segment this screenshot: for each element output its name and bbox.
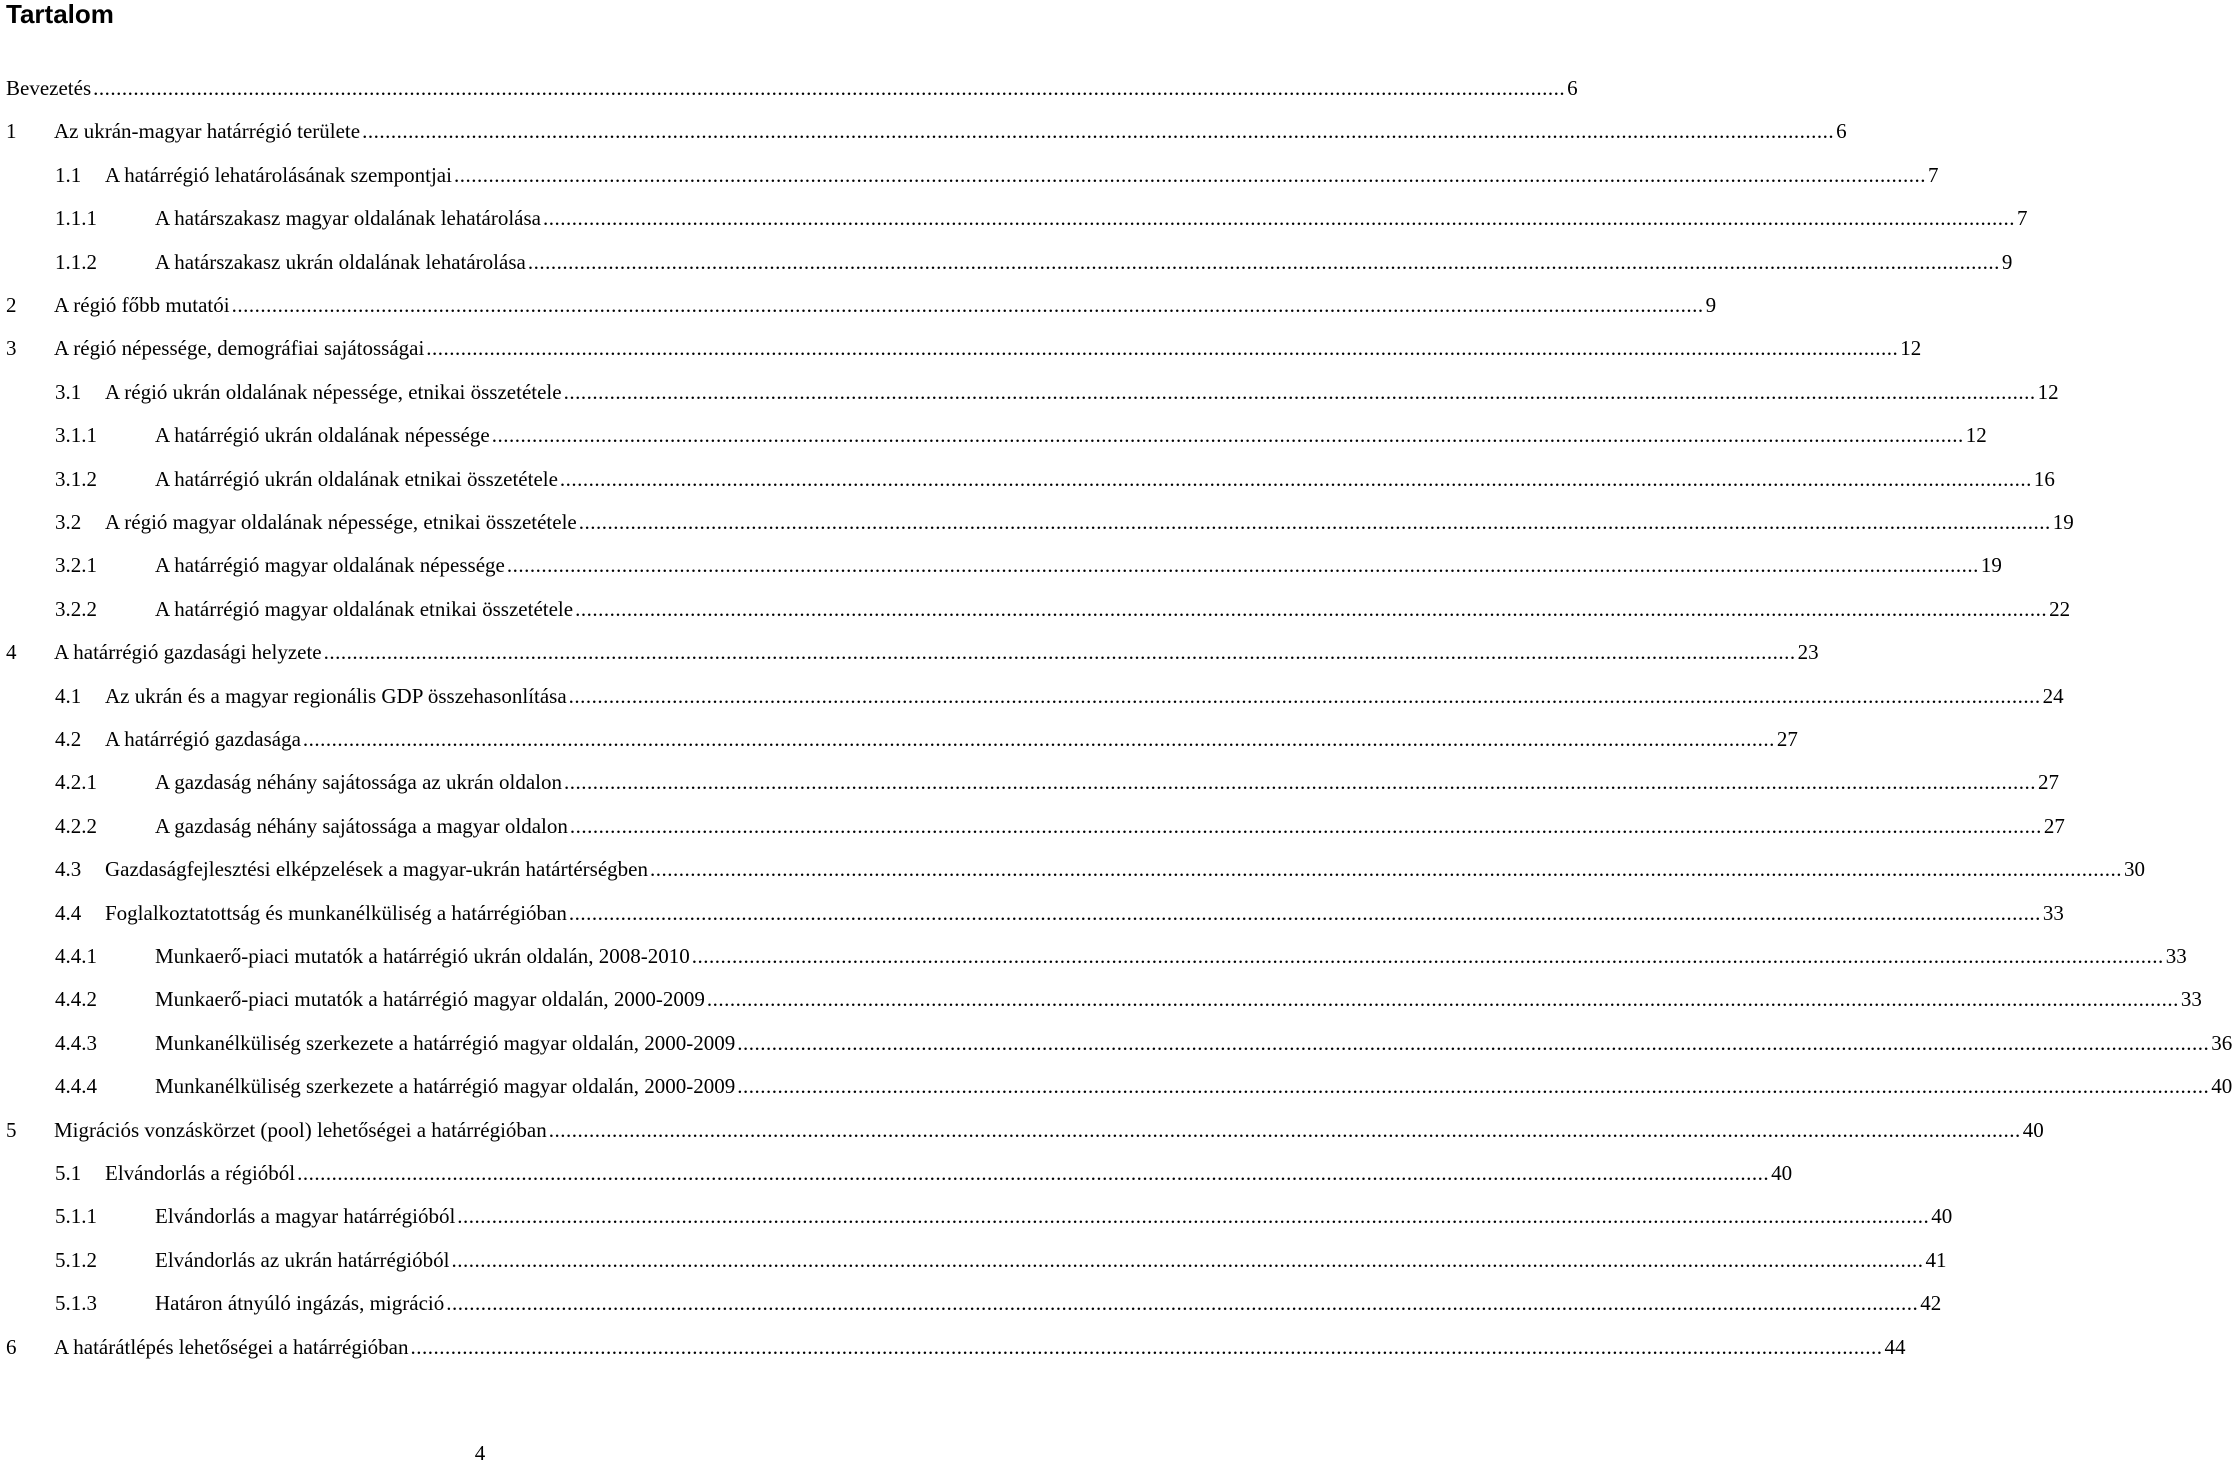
toc-entry[interactable] — [55, 724, 1798, 754]
dot-leader — [549, 1115, 2021, 1145]
toc-entry-title: A régió népessége, demográfiai sajátosságai — [54, 336, 425, 360]
toc-entry-title: A határrégió lehatárolásának szempontjai — [105, 163, 452, 187]
toc-entry[interactable] — [55, 811, 2065, 841]
toc-entry-number: 3.1.2 — [55, 467, 97, 491]
dot-leader — [579, 507, 2051, 537]
toc-entry-page: 33 — [2180, 987, 2202, 1011]
toc-entry[interactable] — [55, 377, 2059, 407]
toc-entry[interactable] — [55, 247, 2013, 277]
dot-leader — [297, 1158, 1769, 1188]
toc-entry-number: 6 — [6, 1335, 17, 1359]
toc-entry-number: 1 — [6, 119, 17, 143]
toc-entry-page: 7 — [1927, 163, 1939, 187]
dot-leader — [737, 1071, 2209, 1101]
toc-entry-title: A gazdaság néhány sajátossága a magyar oldalon — [155, 814, 568, 838]
toc-entry[interactable] — [55, 420, 1987, 450]
toc-entry-title: A határszakasz magyar oldalának lehatárolása — [155, 206, 541, 230]
toc-entry-number: 1.1.1 — [55, 206, 97, 230]
toc-entry-title: Munkaerő-piaci mutatók a határrégió magyar oldalán, 2000-2009 — [155, 987, 705, 1011]
toc-entry-number: 3.2.1 — [55, 553, 97, 577]
toc-entry-page: 40 — [1931, 1204, 1953, 1228]
toc-entry-title: Munkaerő-piaci mutatók a határrégió ukrán oldalán, 2008-2010 — [155, 944, 690, 968]
toc-entry-title: Foglalkoztatottság és munkanélküliség a határrégióban — [105, 901, 567, 925]
dot-leader — [451, 1245, 1923, 1275]
dot-leader — [232, 290, 1704, 320]
toc-entry-page: 23 — [1797, 640, 1819, 664]
toc-entry-title: A határrégió gazdasága — [105, 727, 301, 751]
toc-entry-number: 5.1.3 — [55, 1291, 97, 1315]
toc-entry[interactable] — [55, 160, 1939, 190]
toc-entry-page: 22 — [2049, 597, 2071, 621]
toc-entry[interactable] — [6, 116, 1847, 146]
dot-leader — [457, 1201, 1929, 1231]
dot-leader — [650, 854, 2122, 884]
toc-entry[interactable] — [55, 550, 2002, 580]
toc-entry-title: A régió főbb mutatói — [54, 293, 230, 317]
toc-entry-page: 27 — [1776, 727, 1798, 751]
toc-entry-number: 1.1 — [55, 163, 82, 187]
toc-entry-page: 30 — [2123, 857, 2145, 881]
toc-entry-page: 12 — [1900, 336, 1922, 360]
toc-entry-number: 3 — [6, 336, 17, 360]
toc-entry-title: Elvándorlás az ukrán határrégióból — [155, 1248, 450, 1272]
toc-entry-number: 4.4 — [55, 901, 82, 925]
toc-entry-page: 40 — [2211, 1074, 2232, 1098]
dot-leader — [692, 941, 2164, 971]
toc-entry-title: Migrációs vonzáskörzet (pool) lehetőségei a határrégióban — [54, 1118, 547, 1142]
toc-entry-page: 9 — [2001, 250, 2013, 274]
toc-entry-number: 5 — [6, 1118, 17, 1142]
dot-leader — [93, 73, 1565, 103]
toc-entry-number: 5.1.1 — [55, 1204, 97, 1228]
toc-entry-title: A határszakasz ukrán oldalának lehatárolása — [155, 250, 526, 274]
dot-leader — [543, 203, 2015, 233]
dot-leader — [564, 767, 2036, 797]
toc-entry-title: Az ukrán és a magyar regionális GDP összehasonlítása — [105, 684, 567, 708]
toc-entry-page: 7 — [2016, 206, 2028, 230]
dot-leader — [411, 1332, 1883, 1362]
toc-entry-page: 40 — [1771, 1161, 1793, 1185]
toc-entry[interactable] — [6, 290, 1717, 320]
toc-entry[interactable] — [55, 767, 2060, 797]
toc-entry[interactable] — [55, 984, 2202, 1014]
toc-entry-number: 3.1 — [55, 380, 82, 404]
dot-leader — [446, 1288, 1918, 1318]
page-title: Tartalom — [6, 0, 114, 29]
dot-leader — [507, 550, 1979, 580]
toc-entry-page: 42 — [1920, 1291, 1942, 1315]
toc-entry-title: A határrégió magyar oldalának népessége — [155, 553, 505, 577]
toc-entry-number: 3.2 — [55, 510, 82, 534]
toc-entry-number: 4.2 — [55, 727, 82, 751]
toc-entry[interactable] — [6, 333, 1922, 363]
toc-entry-number: 2 — [6, 293, 17, 317]
toc-entry[interactable] — [55, 854, 2145, 884]
toc-entry[interactable] — [55, 507, 2074, 537]
toc-entry-page: 19 — [1980, 553, 2002, 577]
toc-entry[interactable] — [55, 464, 2055, 494]
toc-entry-page: 33 — [2042, 901, 2064, 925]
toc-entry-title: A határrégió ukrán oldalának népessége — [155, 423, 490, 447]
toc-entry-number: 4.2.1 — [55, 770, 97, 794]
toc-entry[interactable] — [55, 594, 2071, 624]
toc-entry-page: 27 — [2043, 814, 2065, 838]
toc-entry-number: 1.1.2 — [55, 250, 97, 274]
toc-entry-page: 41 — [1925, 1248, 1947, 1272]
toc-entry-page: 33 — [2165, 944, 2187, 968]
toc-entry-number: 4 — [6, 640, 17, 664]
toc-entry-number: 5.1.2 — [55, 1248, 97, 1272]
toc-entry[interactable] — [55, 941, 2187, 971]
dot-leader — [569, 898, 2041, 928]
toc-entry-title: Gazdaságfejlesztési elképzelések a magyar-ukrán határtérségben — [105, 857, 648, 881]
toc-entry[interactable] — [55, 203, 2028, 233]
toc-entry[interactable] — [55, 681, 2064, 711]
toc-entry-page: 6 — [1836, 119, 1847, 143]
dot-leader — [303, 724, 1775, 754]
toc-entry[interactable] — [6, 1332, 1906, 1362]
dot-leader — [569, 681, 2041, 711]
toc-entry-page: 12 — [2037, 380, 2059, 404]
page-number: 4 — [474, 1441, 486, 1465]
toc-entry-title: Az ukrán-magyar határrégió területe — [54, 119, 361, 143]
toc-entry-title: Elvándorlás a magyar határrégióból — [155, 1204, 456, 1228]
toc-entry-number: 4.3 — [55, 857, 82, 881]
dot-leader — [528, 247, 2000, 277]
toc-entry[interactable] — [55, 1028, 2232, 1058]
toc-entry-title: A régió ukrán oldalának népessége, etnikai összetétele — [105, 380, 562, 404]
toc-entry[interactable] — [55, 1288, 1942, 1318]
dot-leader — [362, 116, 1834, 146]
toc-entry-number: 4.4.2 — [55, 987, 97, 1011]
toc-entry-page: 44 — [1884, 1335, 1906, 1359]
toc-entry-number: 4.1 — [55, 684, 82, 708]
toc-entry[interactable] — [6, 73, 1578, 103]
dot-leader — [492, 420, 1964, 450]
dot-leader — [560, 464, 2032, 494]
toc-entry-page: 36 — [2211, 1031, 2232, 1055]
toc-entry[interactable] — [55, 1245, 1947, 1275]
toc-entry-page: 6 — [1567, 76, 1578, 100]
dot-leader — [426, 333, 1898, 363]
toc-entry[interactable] — [55, 1158, 1793, 1188]
toc-entry-number: 4.4.3 — [55, 1031, 97, 1055]
toc-entry-number: 4.4.1 — [55, 944, 97, 968]
toc-entry-page: 27 — [2038, 770, 2060, 794]
toc-entry-title: Határon átnyúló ingázás, migráció — [155, 1291, 445, 1315]
toc-entry-page: 19 — [2052, 510, 2074, 534]
toc-entry-title: Munkanélküliség szerkezete a határrégió magyar oldalán, 2000-2009 — [155, 1031, 736, 1055]
dot-leader — [570, 811, 2042, 841]
dot-leader — [454, 160, 1926, 190]
toc-entry-title: A határrégió gazdasági helyzete — [54, 640, 322, 664]
toc-entry-page: 40 — [2022, 1118, 2044, 1142]
toc-entry-number: 3.2.2 — [55, 597, 97, 621]
toc-entry[interactable] — [6, 637, 1819, 667]
toc-entry-title: Elvándorlás a régióból — [105, 1161, 296, 1185]
toc-entry[interactable] — [55, 898, 2064, 928]
toc-entry-number: 3.1.1 — [55, 423, 97, 447]
toc-entry[interactable] — [55, 1201, 1953, 1231]
dot-leader — [324, 637, 1796, 667]
toc-entry-page: 9 — [1705, 293, 1717, 317]
toc-entry-title: A határátlépés lehetőségei a határrégióban — [54, 1335, 409, 1359]
toc-entry[interactable] — [6, 1115, 2044, 1145]
toc-entry-number: 5.1 — [55, 1161, 82, 1185]
toc-entry-page: 16 — [2033, 467, 2055, 491]
dot-leader — [707, 984, 2179, 1014]
toc-entry-title: Munkanélküliség szerkezete a határrégió magyar oldalán, 2000-2009 — [155, 1074, 736, 1098]
toc-entry-title: Bevezetés — [6, 76, 92, 100]
toc-entry-page: 24 — [2042, 684, 2064, 708]
toc-entry-number: 4.4.4 — [55, 1074, 97, 1098]
dot-leader — [575, 594, 2047, 624]
dot-leader — [564, 377, 2036, 407]
toc-entry-title: A határrégió magyar oldalának etnikai összetétele — [155, 597, 574, 621]
toc-entry-page: 12 — [1965, 423, 1987, 447]
dot-leader — [737, 1028, 2209, 1058]
toc-entry-title: A gazdaság néhány sajátossága az ukrán oldalon — [155, 770, 563, 794]
toc-entry[interactable] — [55, 1071, 2232, 1101]
toc-entry-title: A határrégió ukrán oldalának etnikai összetétele — [155, 467, 558, 491]
toc-entry-title: A régió magyar oldalának népessége, etnikai összetétele — [105, 510, 577, 534]
toc-entry-number: 4.2.2 — [55, 814, 97, 838]
